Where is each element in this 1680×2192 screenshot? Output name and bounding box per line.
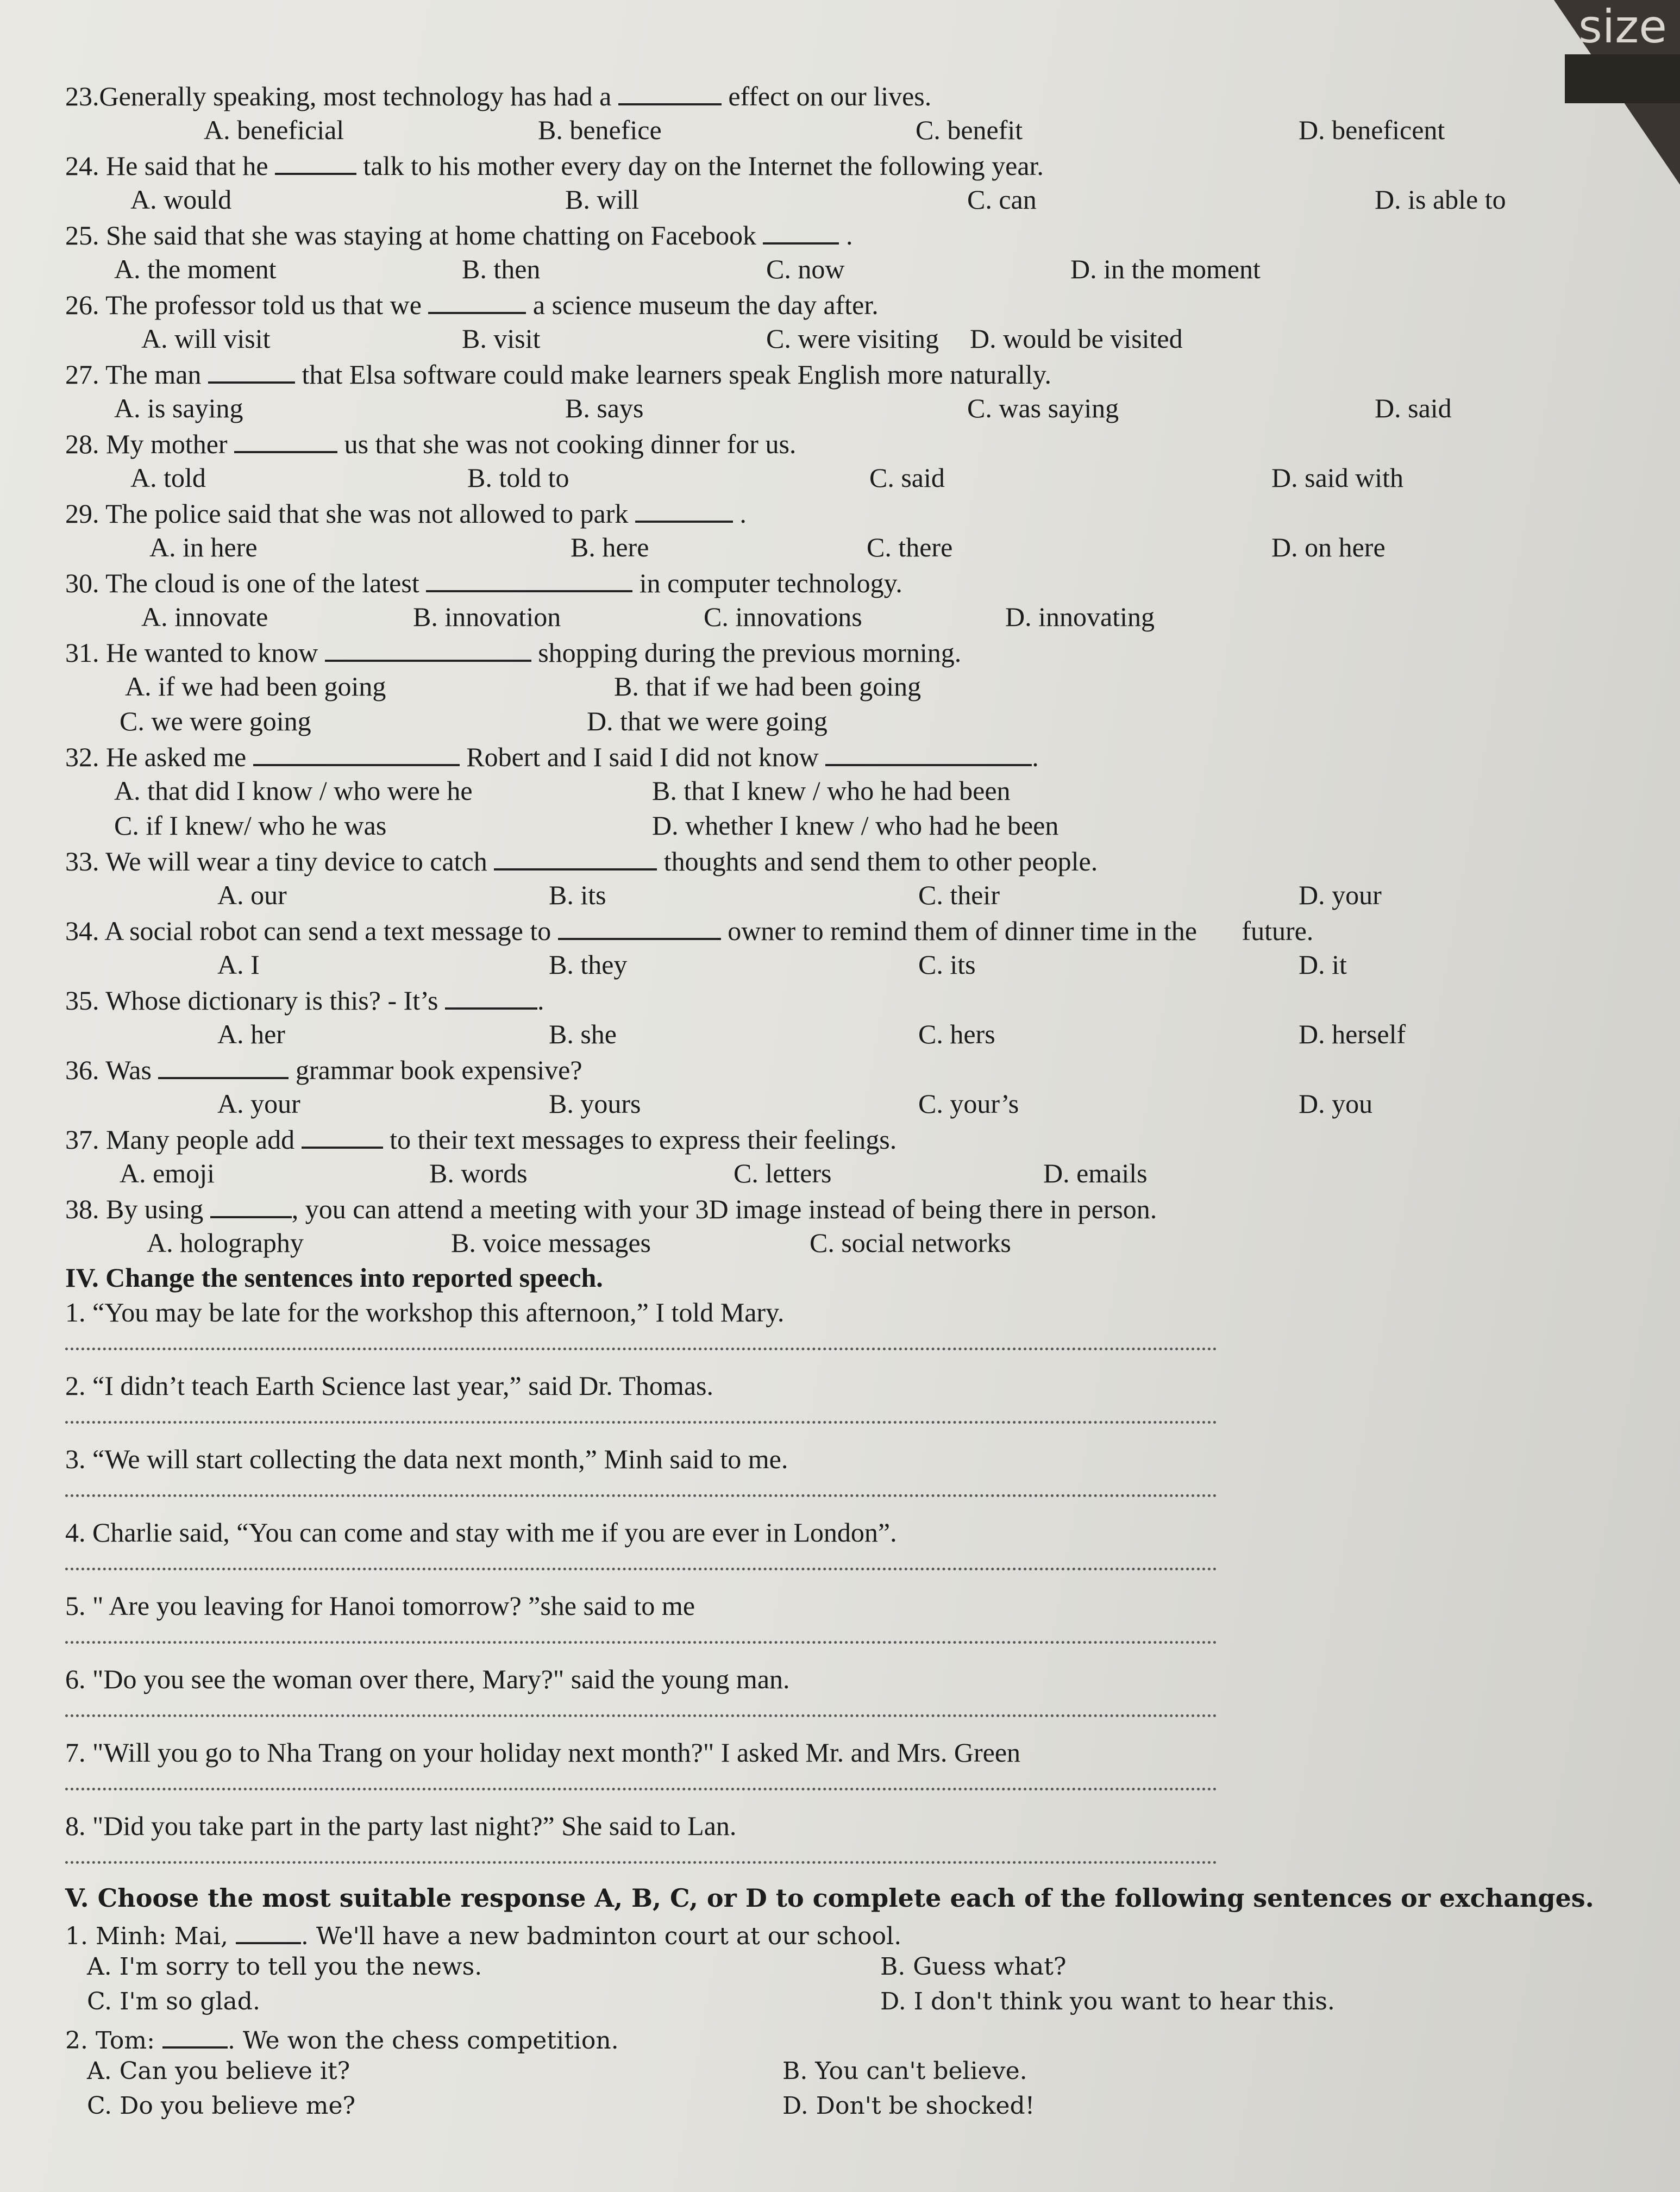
answer-line[interactable] <box>65 1605 1217 1644</box>
reported-item: 8. "Did you take part in the party last night?” She said to Lan. <box>65 1811 737 1841</box>
option-d[interactable]: D. herself <box>1299 1019 1406 1049</box>
option-a[interactable]: A. would <box>130 184 232 215</box>
reported-item: 2. “I didn’t teach Earth Science last year,” said Dr. Thomas. <box>65 1370 713 1401</box>
options-23 <box>65 116 1478 151</box>
exchange-1-cd <box>65 1990 1478 2025</box>
option-a[interactable]: A. her <box>217 1019 285 1049</box>
option-b[interactable]: B. yours <box>549 1088 641 1119</box>
question-36: 36. Was grammar book expensive? <box>65 1055 582 1085</box>
answer-blank[interactable] <box>275 151 356 175</box>
question-28: 28. My mother us that she was not cooking dinner for us. <box>65 429 797 459</box>
option-d[interactable]: D. said <box>1375 393 1452 423</box>
option-a[interactable]: A. innovate <box>141 602 268 632</box>
options-24 <box>65 184 1506 221</box>
option-a[interactable]: A. emoji <box>120 1158 215 1188</box>
answer-blank[interactable] <box>445 986 537 1010</box>
answer-blank[interactable] <box>426 568 632 592</box>
options-27 <box>65 394 1478 429</box>
option-b[interactable]: B. they <box>549 949 628 980</box>
reported-item: 1. “You may be late for the workshop this afternoon,” I told Mary. <box>65 1297 785 1327</box>
option-c[interactable]: C. Do you believe me? <box>87 2092 356 2120</box>
option-c[interactable]: C. we were going <box>120 706 311 736</box>
question-23: 23.Generally speaking, most technology has had a effect on our lives. <box>65 81 932 111</box>
option-b[interactable]: B. here <box>571 532 649 562</box>
option-a[interactable]: A. I'm sorry to tell you the news. <box>87 1953 482 1981</box>
reported-item: 5. " Are you leaving for Hanoi tomorrow? ”she said to me <box>65 1590 695 1621</box>
option-d[interactable]: D. innovating <box>1005 602 1155 632</box>
option-a[interactable]: A. the moment <box>114 254 277 284</box>
option-c[interactable]: C. can <box>967 184 1037 215</box>
options-29 <box>65 534 1478 568</box>
option-c[interactable]: C. benefit <box>916 115 1023 145</box>
answer-line[interactable] <box>65 1385 1217 1424</box>
option-b[interactable]: B. that if we had been going <box>614 671 922 702</box>
question-27: 27. The man that Elsa software could make learners speak English more naturally. <box>65 359 1052 390</box>
option-c[interactable]: C. letters <box>734 1158 832 1188</box>
exchange-1: 1. Minh: Mai, . We'll have a new badminton court at our school. <box>65 1920 1478 1955</box>
option-c[interactable]: C. said <box>869 462 945 493</box>
options-33 <box>65 881 1478 916</box>
option-d[interactable]: D. said with <box>1271 462 1404 493</box>
options-38 <box>65 1229 1478 1264</box>
corner-label: size <box>1578 0 1667 53</box>
answer-blank[interactable] <box>618 82 722 105</box>
option-a[interactable]: A. our <box>217 880 287 910</box>
question-26: 26. The professor told us that we a science museum the day after. <box>65 290 879 320</box>
answer-blank[interactable] <box>302 1125 383 1149</box>
options-28 <box>65 464 1478 499</box>
option-b[interactable]: B. Guess what? <box>880 1953 1067 1981</box>
reported-item: 6. "Do you see the woman over there, Mary?" said the young man. <box>65 1664 790 1694</box>
options-32-cd <box>65 812 1478 847</box>
option-a[interactable]: A. in here <box>149 532 258 562</box>
option-a[interactable]: A. if we had been going <box>125 671 386 702</box>
option-c[interactable]: C. I'm so glad. <box>87 1988 260 2015</box>
question-25: 25. She said that she was staying at home chatting on Facebook . <box>65 220 853 250</box>
question-33: 33. We will wear a tiny device to catch thoughts and send them to other people. <box>65 846 1098 876</box>
option-c[interactable]: C. your’s <box>918 1088 1019 1119</box>
option-b[interactable]: B. benefice <box>538 115 662 145</box>
option-b[interactable]: B. she <box>549 1019 617 1049</box>
option-d[interactable]: D. emails <box>1043 1158 1148 1188</box>
option-a[interactable]: A. holography <box>147 1227 304 1258</box>
exchange-2-cd <box>65 2094 1478 2129</box>
answer-blank[interactable] <box>162 2025 228 2049</box>
option-c[interactable]: C. if I knew/ who he was <box>114 810 387 841</box>
option-a[interactable]: A. will visit <box>141 323 271 354</box>
worksheet <box>65 81 1594 2129</box>
answer-line[interactable] <box>65 1532 1217 1570</box>
answer-blank[interactable] <box>210 1194 292 1218</box>
question-31: 31. He wanted to know shopping during the previous morning. <box>65 637 962 668</box>
option-b[interactable]: B. says <box>565 393 644 423</box>
answer-blank[interactable] <box>558 916 721 940</box>
option-d[interactable]: D. I don't think you want to hear this. <box>880 1988 1335 2015</box>
option-d[interactable]: D. is able to <box>1375 184 1506 215</box>
option-d[interactable]: D. your <box>1299 880 1382 910</box>
answer-blank[interactable] <box>158 1055 289 1079</box>
section-4-title: IV. Change the sentences into reported speech. <box>65 1262 603 1293</box>
option-a[interactable]: A. Can you believe it? <box>87 2057 350 2085</box>
option-b[interactable]: B. its <box>549 880 606 910</box>
option-d[interactable]: D. beneficent <box>1299 115 1445 145</box>
background-strip <box>1565 54 1680 103</box>
option-c[interactable]: C. now <box>766 254 845 284</box>
answer-blank[interactable] <box>234 429 337 453</box>
options-35 <box>65 1020 1478 1055</box>
answer-line[interactable] <box>65 1679 1217 1717</box>
options-26 <box>65 325 1478 360</box>
options-30 <box>65 603 1478 638</box>
option-a[interactable]: A. your <box>217 1088 300 1119</box>
option-a[interactable]: A. I <box>217 949 260 980</box>
option-c[interactable]: C. was saying <box>967 393 1119 423</box>
options-31-ab <box>65 673 1478 707</box>
question-30: 30. The cloud is one of the latest in computer technology. <box>65 568 902 598</box>
section-5-title: V. Choose the most suitable response A, B, C, or D to complete each of the following sentences or exchanges. <box>65 1883 1594 1913</box>
option-a[interactable]: A. that did I know / who were he <box>114 775 473 806</box>
option-a[interactable]: A. told <box>130 462 206 493</box>
option-c[interactable]: C. its <box>918 949 976 980</box>
option-c[interactable]: C. were visiting <box>766 323 939 354</box>
question-32: 32. He asked me Robert and I said I did not know . <box>65 742 1039 772</box>
option-d[interactable]: D. Don't be shocked! <box>782 2092 1035 2120</box>
question-38: 38. By using , you can attend a meeting with your 3D image instead of being there in person. <box>65 1194 1157 1224</box>
answer-line[interactable] <box>65 1752 1217 1790</box>
option-d[interactable]: D. would be visited <box>970 323 1183 354</box>
option-d[interactable]: D. that we were going <box>587 706 828 736</box>
answer-blank[interactable] <box>763 221 839 245</box>
options-37 <box>65 1160 1478 1194</box>
reported-item: 4. Charlie said, “You can come and stay with me if you are ever in London”. <box>65 1517 897 1548</box>
answer-line[interactable] <box>65 1312 1217 1350</box>
answer-blank[interactable] <box>635 499 733 523</box>
question-37: 37. Many people add to their text messages to express their feelings. <box>65 1124 897 1155</box>
option-a[interactable]: A. is saying <box>114 393 243 423</box>
option-d[interactable]: D. on here <box>1271 532 1386 562</box>
option-c[interactable]: C. innovations <box>704 602 862 632</box>
option-b[interactable]: B. You can't believe. <box>782 2057 1027 2085</box>
option-b[interactable]: B. innovation <box>413 602 561 632</box>
answer-line[interactable] <box>65 1458 1217 1497</box>
question-29: 29. The police said that she was not allowed to park . <box>65 498 747 529</box>
option-c[interactable]: C. their <box>918 880 1000 910</box>
answer-blank[interactable] <box>494 847 657 870</box>
exchange-2-ab <box>65 2059 1478 2094</box>
option-b[interactable]: B. will <box>565 184 640 215</box>
options-34 <box>65 951 1478 986</box>
answer-blank-1[interactable] <box>253 742 460 766</box>
option-b[interactable]: B. words <box>429 1158 528 1188</box>
answer-blank[interactable] <box>428 290 526 314</box>
options-32-ab <box>65 777 1478 812</box>
answer-blank[interactable] <box>325 638 531 662</box>
options-31-cd <box>65 707 1478 742</box>
option-c[interactable]: C. hers <box>918 1019 995 1049</box>
question-24: 24. He said that he talk to his mother every day on the Internet the following year. <box>65 151 1044 181</box>
option-c[interactable]: C. social networks <box>810 1227 1011 1258</box>
option-b[interactable]: B. voice messages <box>451 1227 651 1258</box>
option-d[interactable]: D. it <box>1299 949 1347 980</box>
option-b[interactable]: B. visit <box>462 323 541 354</box>
answer-blank[interactable] <box>236 1920 301 1944</box>
options-36 <box>65 1090 1478 1125</box>
option-a[interactable]: A. beneficial <box>204 115 344 145</box>
exchange-1-ab <box>65 1955 1478 1990</box>
question-34: 34. A social robot can send a text message to owner to remind them of dinner time in the future. <box>65 916 1314 946</box>
option-b[interactable]: B. told to <box>467 462 569 493</box>
reported-item: 7. "Will you go to Nha Trang on your holiday next month?" I asked Mr. and Mrs. Green <box>65 1737 1021 1768</box>
answer-blank[interactable] <box>208 360 295 384</box>
option-d[interactable]: D. in the moment <box>1070 254 1261 284</box>
options-25 <box>65 255 1478 290</box>
answer-blank-2[interactable] <box>825 742 1032 766</box>
option-b[interactable]: B. that I knew / who he had been <box>652 775 1011 806</box>
option-c[interactable]: C. there <box>867 532 953 562</box>
reported-item: 3. “We will start collecting the data next month,” Minh said to me. <box>65 1444 788 1474</box>
option-d[interactable]: D. whether I knew / who had he been <box>652 810 1059 841</box>
question-35: 35. Whose dictionary is this? - It’s . <box>65 985 544 1016</box>
exchange-2: 2. Tom: . We won the chess competition. <box>65 2025 1478 2059</box>
option-b[interactable]: B. then <box>462 254 541 284</box>
option-d[interactable]: D. you <box>1299 1088 1373 1119</box>
answer-line[interactable] <box>65 1825 1217 1864</box>
